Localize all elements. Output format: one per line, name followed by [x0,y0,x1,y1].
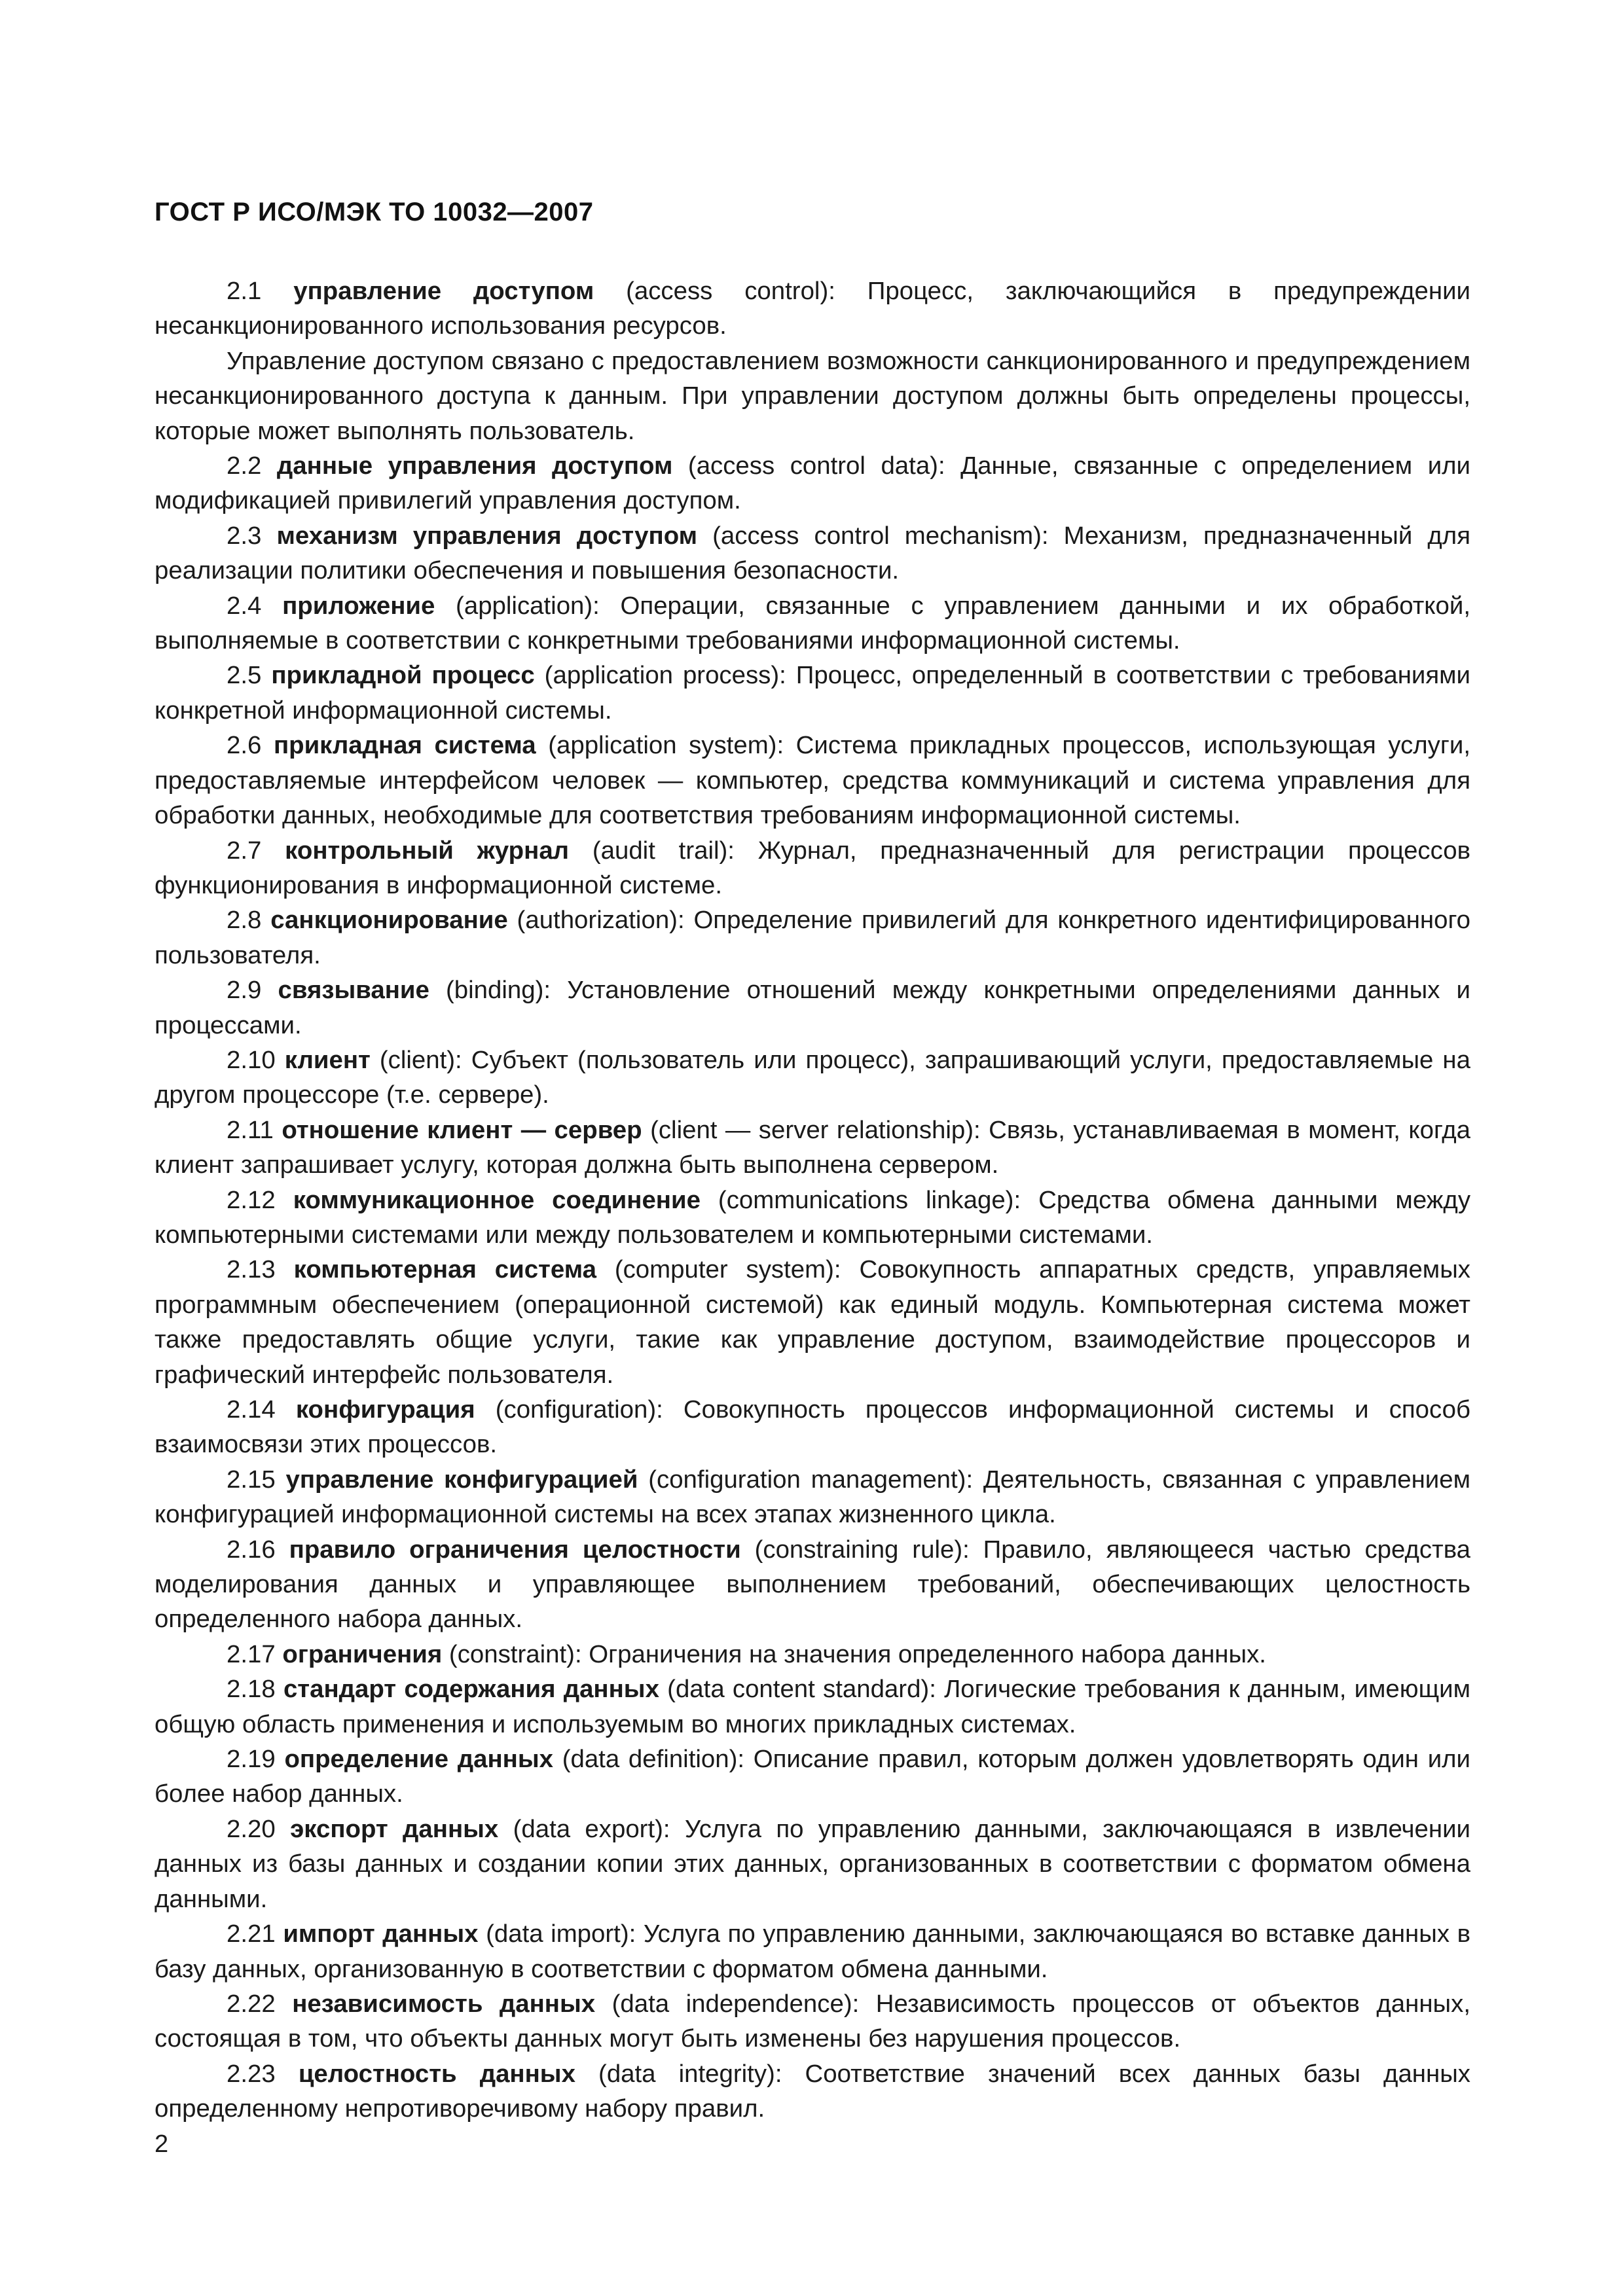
entry-number: 2.13 [227,1255,276,1284]
entry-term: отношение клиент — сервер [282,1115,642,1144]
entry-term: управление доступом [293,277,594,305]
definition-entry [155,728,1470,833]
entry-number: 2.9 [227,976,262,1005]
entry-text: (application system): Система прикладных процессов, использующая услуги, предоставляемые интерфейсом человек — компьютер, средства коммуникаций и система управления для обработки данных, необходимые для соответствия требованиям информационной системы. [155,731,1470,830]
entry-number: 2.18 [227,1675,276,1704]
definitions-list [155,274,1470,2126]
definition-entry [155,1252,1470,1392]
entry-term: санкционирование [270,906,508,935]
entry-text: (data integrity): Соответствие значений всех данных базы данных определенному непротиворечивому набору правил. [155,2059,1470,2123]
entry-number: 2.1 [227,277,262,305]
page-number: 2 [155,2130,169,2158]
entry-number: 2.23 [227,2059,276,2088]
definition-entry [155,518,1470,588]
entry-number: 2.12 [227,1185,276,1214]
entry-term: целостность данных [298,2059,575,2088]
entry-text: (data import): Услуга по управлению данными, заключающаяся во вставке данных в базу данных, организованную в соответствии с форматом обмена данными. [155,1920,1470,1983]
entry-text: Управление доступом связано с предоставлением возможности санкционированного и предупреждением несанкционированного доступа к данным. При управлении доступом должны быть определены процессы, которые может выполнять пользователь. [155,346,1470,445]
entry-term: прикладной процесс [271,661,535,690]
definition-entry [155,1637,1470,1672]
definition-entry [155,1183,1470,1253]
definition-entry [155,1532,1470,1637]
entry-term: приложение [282,591,435,620]
entry-term: компьютерная система [293,1255,596,1284]
entry-term: стандарт содержания данных [283,1675,659,1704]
entry-term: прикладная система [273,731,536,760]
definition-entry [155,903,1470,973]
entry-text: (computer system): Совокупность аппаратных средств, управляемых программным обеспечением (операционной системой) как единый модуль. Компьютерная система может также предоставлять общие услуги, такие как управление доступом, взаимодействие процессоров и графический интерфейс пользователя. [155,1255,1470,1389]
entry-text: (communications linkage): Средства обмена данными между компьютерными системами или между пользователем и компьютерными системами. [155,1185,1471,1249]
entry-text: (access control mechanism): Механизм, предназначенный для реализации политики обеспечения и повышения безопасности. [155,521,1470,585]
definition-note [155,344,1470,448]
entry-number: 2.21 [227,1920,276,1948]
document-header: ГОСТ Р ИСО/МЭК ТО 10032—2007 [155,198,594,226]
entry-number: 2.7 [227,836,262,865]
entry-number: 2.4 [227,591,262,620]
entry-text: (constraint): Ограничения на значения определенного набора данных. [442,1640,1266,1668]
entry-term: механизм управления доступом [276,521,698,550]
definition-entry [155,1043,1470,1113]
entry-text: (application): Операции, связанные с управлением данными и их обработкой, выполняемые в соответствии с конкретными требованиями информационной системы. [155,591,1470,655]
entry-text: (configuration): Совокупность процессов информационной системы и способ взаимосвязи этих процессов. [155,1395,1471,1459]
entry-number: 2.15 [227,1465,276,1494]
entry-term: конфигурация [295,1395,475,1424]
definition-entry [155,658,1470,728]
definition-entry [155,448,1470,518]
definition-entry [155,973,1470,1043]
definition-entry [155,274,1470,344]
entry-text: (application process): Процесс, определенный в соответствии с требованиями конкретной информационной системы. [155,661,1471,725]
entry-number: 2.17 [227,1640,276,1668]
definition-entry [155,1986,1470,2056]
definition-entry [155,2056,1470,2126]
entry-number: 2.3 [227,521,262,550]
entry-term: управление конфигурацией [285,1465,638,1494]
entry-term: экспорт данных [290,1814,499,1843]
entry-text: (audit trail): Журнал, предназначенный для регистрации процессов функционирования в информационной системе. [155,836,1470,899]
entry-text: (access control data): Данные, связанные с определением или модификацией привилегий управления доступом. [155,452,1470,515]
entry-text: (binding): Установление отношений между конкретными определениями данных и процессами. [155,976,1470,1039]
entry-term: клиент [284,1045,371,1074]
entry-term: связывание [278,976,429,1005]
entry-text: (data export): Услуга по управлению данными, заключающаяся в извлечении данных из базы данных и создании копии этих данных, организованных в соответствии с форматом обмена данными. [155,1814,1470,1913]
entry-text: (client): Субъект (пользователь или процесс), запрашивающий услуги, предоставляемые на другом процессоре (т.е. сервере). [155,1045,1470,1109]
entry-number: 2.22 [227,1989,276,2018]
definition-entry [155,1392,1470,1462]
definition-entry [155,833,1470,903]
definition-entry [155,1916,1470,1986]
definition-entry [155,1672,1470,1742]
entry-number: 2.8 [227,906,262,935]
entry-term: независимость данных [292,1989,596,2018]
entry-term: импорт данных [283,1920,479,1948]
entry-term: ограничения [282,1640,443,1668]
definition-entry [155,1742,1470,1812]
entry-number: 2.5 [227,661,262,690]
entry-number: 2.14 [227,1395,276,1424]
entry-term: контрольный журнал [285,836,570,865]
definition-entry [155,1113,1470,1183]
entry-number: 2.16 [227,1535,276,1564]
entry-term: правило ограничения целостности [289,1535,741,1564]
entry-number: 2.2 [227,452,262,480]
entry-term: определение данных [284,1745,553,1774]
definition-entry [155,1812,1470,1916]
entry-number: 2.6 [227,731,262,760]
entry-term: коммуникационное соединение [293,1185,701,1214]
entry-text: (access control): Процесс, заключающийся в предупреждении несанкционированного использования ресурсов. [155,277,1471,340]
entry-text: (data independence): Независимость процессов от объектов данных, состоящая в том, что объекты данных могут быть изменены без нарушения процессов. [155,1989,1471,2053]
entry-number: 2.19 [227,1745,276,1774]
entry-text: (data definition): Описание правил, которым должен удовлетворять один или более набор данных. [155,1745,1470,1808]
definition-entry [155,588,1470,658]
entry-text: (configuration management): Деятельность, связанная с управлением конфигурацией информационной системы на всех этапах жизненного цикла. [155,1465,1470,1529]
entry-term: данные управления доступом [276,452,673,480]
entry-text: (authorization): Определение привилегий для конкретного идентифицированного пользователя. [155,906,1470,969]
entry-text: (data content standard): Логические требования к данным, имеющим общую область применения и используемым во многих прикладных системах. [155,1675,1470,1738]
entry-number: 2.10 [227,1045,276,1074]
entry-text: (client — server relationship): Связь, устанавливаемая в момент, когда клиент запрашивает услугу, которая должна быть выполнена сервером. [155,1115,1471,1179]
entry-number: 2.20 [227,1814,276,1843]
entry-number: 2.11 [227,1115,274,1144]
entry-text: (constraining rule): Правило, являющееся частью средства моделирования данных и управляющее выполнением требований, обеспечивающих целостность определенного набора данных. [155,1535,1471,1634]
definition-entry [155,1462,1470,1532]
